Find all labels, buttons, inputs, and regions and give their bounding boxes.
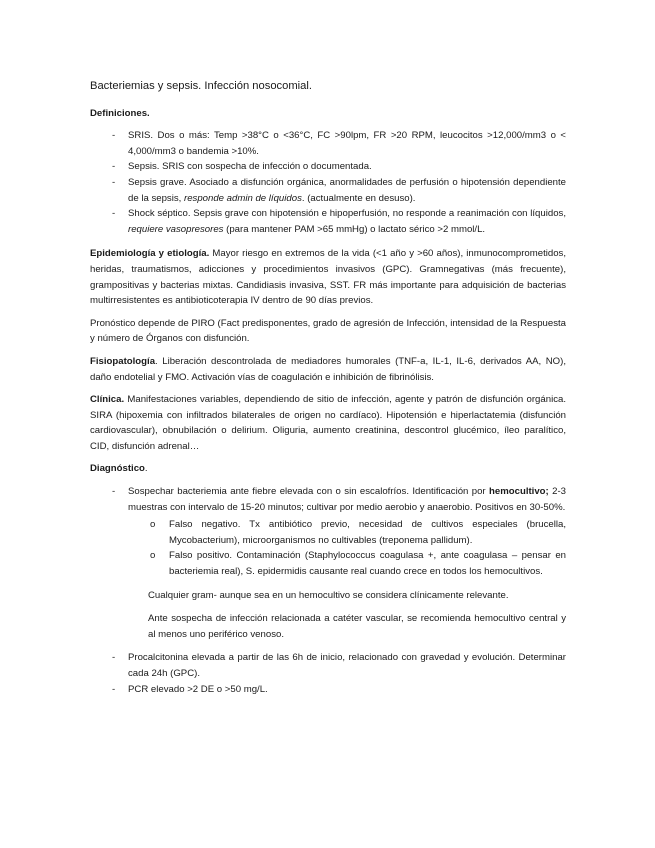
list-item-procalcitonina: - Procalcitonina elevada a partir de las 6h de inicio, relacionado con gravedad y evolución. Determinar cada 24h (GPC). bbox=[90, 650, 566, 681]
section-heading-definiciones: Definiciones. bbox=[90, 107, 150, 119]
paragraph-clinica bbox=[90, 392, 566, 454]
text-run: Sepsis grave. Asociado a disfunción orgánica, anormalidades de perfusión o hipotensión dependiente de la sepsis, bbox=[128, 176, 566, 204]
section-heading-fisiopatologia: Fisiopatología bbox=[90, 355, 156, 367]
list-item-pcr: - PCR elevado >2 DE o >50 mg/L. bbox=[90, 682, 566, 698]
note-cateter: Ante sospecha de infección relacionada a catéter vascular, se recomienda hemocultivo central y al menos uno periférico venoso. bbox=[148, 613, 566, 640]
text-run: (para mantener PAM >65 mmHg) o lactato sérico >2 mmol/L. bbox=[223, 223, 486, 235]
sub-item-falso-negativo: o Falso negativo. Tx antibiótico previo, necesidad de cultivos especiales (brucella, Mycobacterium), microorganismos no cultivables (treponema pallidum). bbox=[146, 517, 566, 548]
text-run: . Liberación descontrolada de mediadores humorales (TNF-a, IL-1, IL-6, derivados AA, NO), daño endotelial y FMO. Activación vías de coagulación e inhibición de fibrinólisis. bbox=[90, 355, 566, 383]
section-heading-epidemiologia: Epidemiología y etiología. bbox=[90, 248, 210, 260]
diagnostico-heading-line bbox=[90, 461, 566, 477]
emphasis-text: requiere vasopresores bbox=[128, 223, 224, 235]
bold-text: hemocultivo; bbox=[489, 486, 549, 498]
list-item-sepsis-grave bbox=[90, 175, 566, 206]
text-run: Shock séptico. Sepsis grave con hipotensión e hipoperfusión, no responde a reanimación con líquidos, bbox=[128, 208, 566, 220]
emphasis-text: responde admin de líquidos bbox=[184, 192, 302, 204]
text-run: 2-3 muestras con intervalo de 15-20 minutos; cultivar por medio aerobio y anaerobio. Positivos en 30-50%. bbox=[128, 486, 566, 513]
list-item-shock bbox=[90, 206, 566, 237]
list-item-sepsis: - Sepsis. SRIS con sospecha de infección o documentada. bbox=[90, 159, 566, 175]
text-run: . bbox=[144, 463, 148, 475]
paragraph-pronostico: Pronóstico depende de PIRO (Fact predisponentes, grado de agresión de Infección, intensidad de la Respuesta y número de Órganos con disfunción. bbox=[90, 317, 566, 345]
text-run: Sospechar bacteriemia ante fiebre elevada con o sin escalofríos. Identificación por bbox=[128, 486, 490, 498]
list-item-sris: - SRIS. Dos o más: Temp >38°C o <36°C, FC >90lpm, FR >20 RPM, leucocitos >12,000/mm3 o < 4,000/mm3 o bandemia >10%. bbox=[90, 128, 566, 159]
paragraph-epidemiologia bbox=[90, 246, 566, 308]
list-item-hemocultivo bbox=[90, 484, 566, 642]
note-gram-negativo: Cualquier gram- aunque sea en un hemocultivo se considera clínicamente relevante. bbox=[148, 589, 509, 601]
sub-item-falso-positivo: o Falso positivo. Contaminación (Staphylococcus coagulasa +, ante coagulasa – pensar en bacteriemia real), S. epidermidis causante real cuando crece en todos los hemocultivos. bbox=[146, 548, 566, 579]
paragraph-fisiopatologia bbox=[90, 354, 566, 385]
text-run: . (actualmente en desuso). bbox=[301, 192, 416, 204]
section-heading-clinica: Clínica. bbox=[90, 394, 125, 406]
text-run: Manifestaciones variables, dependiendo de sitio de infección, agente y patrón de disfunción orgánica. SIRA (hipoxemia con infiltrados bilaterales de origen no cardíaco). Hipotensión e hiperlactatemia (disfunción cardiovascular), obnubilación o delirium. Oliguria, aumento creatinina, descontrol glucémico, íleo paralítico, CID, disfunción adrenal… bbox=[90, 394, 566, 452]
sub-list bbox=[146, 517, 566, 579]
page-title: Bacteriemias y sepsis. Infección nosocomial. bbox=[90, 80, 312, 92]
section-heading-diagnostico: Diagnóstico bbox=[90, 463, 145, 475]
diagnostico-list bbox=[90, 484, 566, 697]
definitions-list bbox=[90, 128, 566, 237]
text-run: Mayor riesgo en extremos de la vida (<1 año y >60 años), inmunocomprometidos, heridas, traumatismos, adicciones y procedimientos invasivos (GPC). Gramnegativas (más frecuente), grampositivas y bacterias mixtas. Candidiasis invasiva, SST. FR más importante para adquisición de bacterias multirresistentes es antibioticoterapia IV dentro de 90 días previos. bbox=[90, 248, 566, 307]
document-body bbox=[90, 79, 566, 706]
